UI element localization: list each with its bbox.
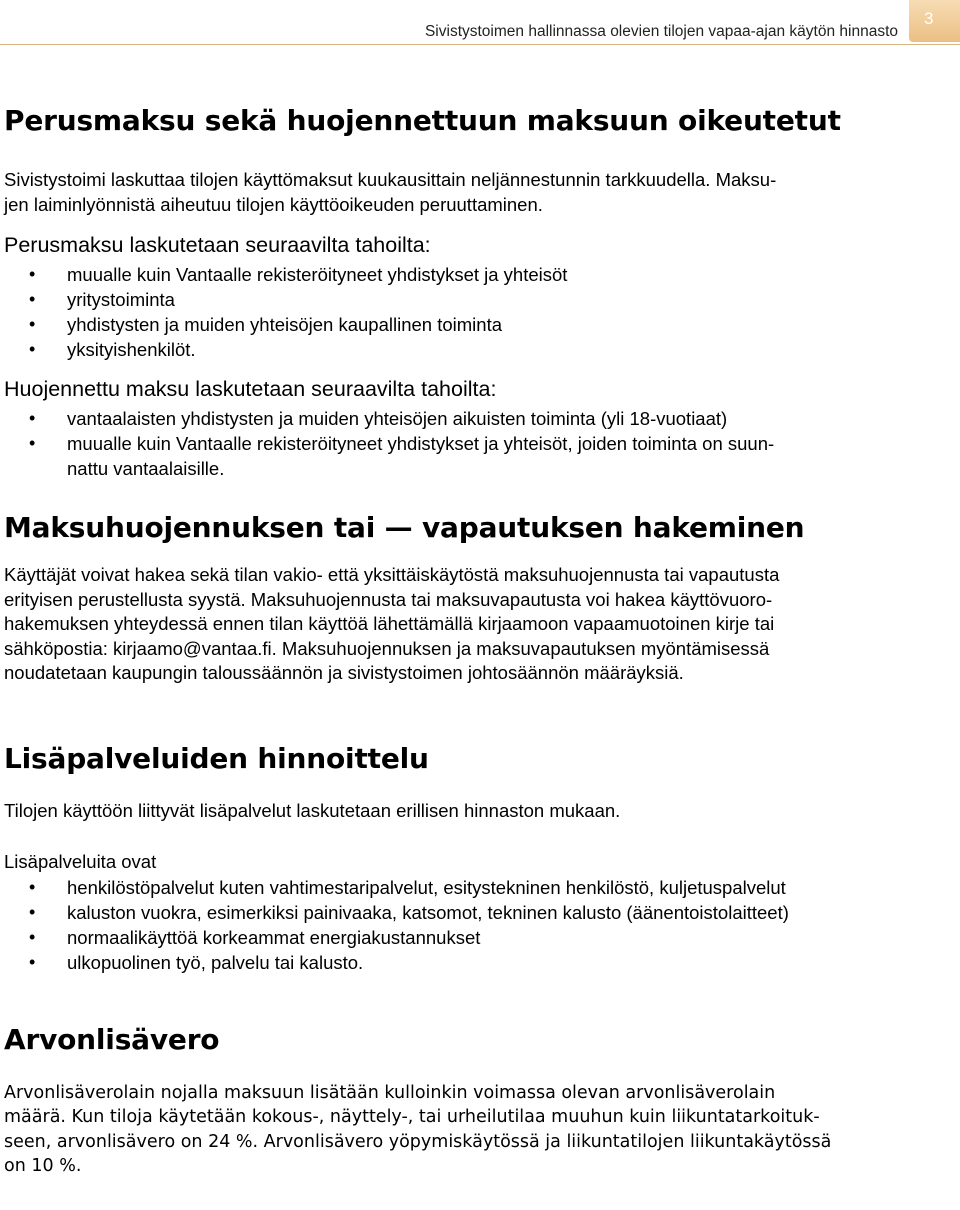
bullet-icon: • [29,289,36,309]
list-item: • yhdistysten ja muiden yhteisöjen kaupallinen toiminta [29,314,503,335]
bullet-icon: • [29,408,36,428]
reduced-fee-intro: Huojennettu maksu laskutetaan seuraavilta tahoilta: [4,377,497,401]
page-number-badge [909,0,960,42]
paragraph-line: Sivistystoimi laskuttaa tilojen käyttömaksut kuukausittain neljännestunnin tarkkuudella. Maksu- [4,169,777,190]
paragraph-line: jen laiminlyönnistä aiheutuu tilojen käyttöoikeuden peruuttaminen. [4,193,543,215]
reduced-fee-list [4,406,954,481]
heading-basic-and-reduced-fee: Perusmaksu sekä huojennettuun maksuun oikeutetut [4,104,841,137]
bullet-icon: • [29,951,36,972]
heading-vat: Arvonlisävero [4,1022,220,1056]
bullet-icon: • [29,433,36,453]
paragraph-line: seen, arvonlisävero on 24 %. Arvonlisävero yöpymiskäytössä ja liikuntatilojen liikuntakäytössä [4,1131,832,1152]
header-divider [0,44,960,45]
heading-fee-reduction-application: Maksuhuojennuksen tai — vapautuksen hakeminen [4,511,805,544]
bullet-icon: • [29,901,36,922]
page-header [0,0,960,66]
billing-paragraph [4,168,954,217]
list-item: • yksityishenkilöt. [29,339,196,360]
list-item: • muualle kuin Vantaalle rekisteröityneet yhdistykset ja yhteisöt [29,264,568,285]
bullet-icon: • [29,876,36,897]
fee-reduction-paragraph [4,563,954,686]
paragraph-line: määrä. Kun tiloja käytetään kokous-, näyttely-, tai urheilutilaa muuhun kuin liikuntatarkoituk- [4,1107,820,1127]
page-number: 3 [924,9,934,28]
list-item: • muualle kuin Vantaalle rekisteröityneet yhdistykset ja yhteisöt, joiden toiminta on suun- nattu vantaalaisille. [29,433,775,479]
additional-services-intro: Lisäpalveluita ovat [4,851,157,872]
bullet-icon: • [29,339,36,359]
basic-fee-intro: Perusmaksu laskutetaan seuraavilta tahoilta: [4,233,431,257]
vat-paragraph [4,1081,954,1179]
list-item: • ulkopuolinen työ, palvelu tai kalusto. [29,951,364,973]
paragraph-line: Käyttäjät voivat hakea sekä tilan vakio- että yksittäiskäytöstä maksuhuojennusta tai vapautusta [4,564,780,585]
paragraph-line: on 10 %. [4,1156,82,1176]
bullet-icon: • [29,264,36,284]
bullet-icon: • [29,926,36,947]
document-body [4,104,954,1179]
paragraph-line: erityisen perustellusta syystä. Maksuhuojennusta tai maksuvapautusta voi hakea käyttövuoro- [4,588,773,610]
document-title: Sivistystoimen hallinnassa olevien tilojen vapaa-ajan käytön hinnasto [424,23,898,40]
heading-additional-services: Lisäpalveluiden hinnoittelu [4,741,429,775]
additional-services-paragraph: Tilojen käyttöön liittyvät lisäpalvelut laskutetaan erillisen hinnaston mukaan. [4,799,621,821]
list-item: • kaluston vuokra, esimerkiksi painivaaka, katsomot, tekninen kalusto (äänentoistolaitteet) [29,901,789,923]
list-item: • normaalikäyttöä korkeammat energiakustannukset [29,926,481,948]
list-item: • yritystoiminta [29,289,175,310]
paragraph-line: hakemuksen yhteydessä ennen tilan käyttöä lähettämällä kirjaamoon vapaamuotoinen kirje tai [4,613,775,634]
paragraph-line: noudatetaan kaupungin taloussäännön ja sivistystoimen johtosäännön määräyksiä. [4,662,684,683]
additional-services-list [4,875,954,975]
paragraph-line: Arvonlisäverolain nojalla maksuun lisätään kulloinkin voimassa olevan arvonlisäverolain [4,1082,776,1103]
list-item: • vantaalaisten yhdistysten ja muiden yhteisöjen aikuisten toiminta (yli 18-vuotiaat) [29,408,728,429]
bullet-icon: • [29,314,36,334]
list-item: • henkilöstöpalvelut kuten vahtimestaripalvelut, esitystekninen henkilöstö, kuljetuspalvelut [29,876,786,898]
basic-fee-list [4,262,954,362]
paragraph-line: sähköpostia: kirjaamo@vantaa.fi. Maksuhuojennuksen ja maksuvapautuksen myöntämisessä [4,637,770,659]
